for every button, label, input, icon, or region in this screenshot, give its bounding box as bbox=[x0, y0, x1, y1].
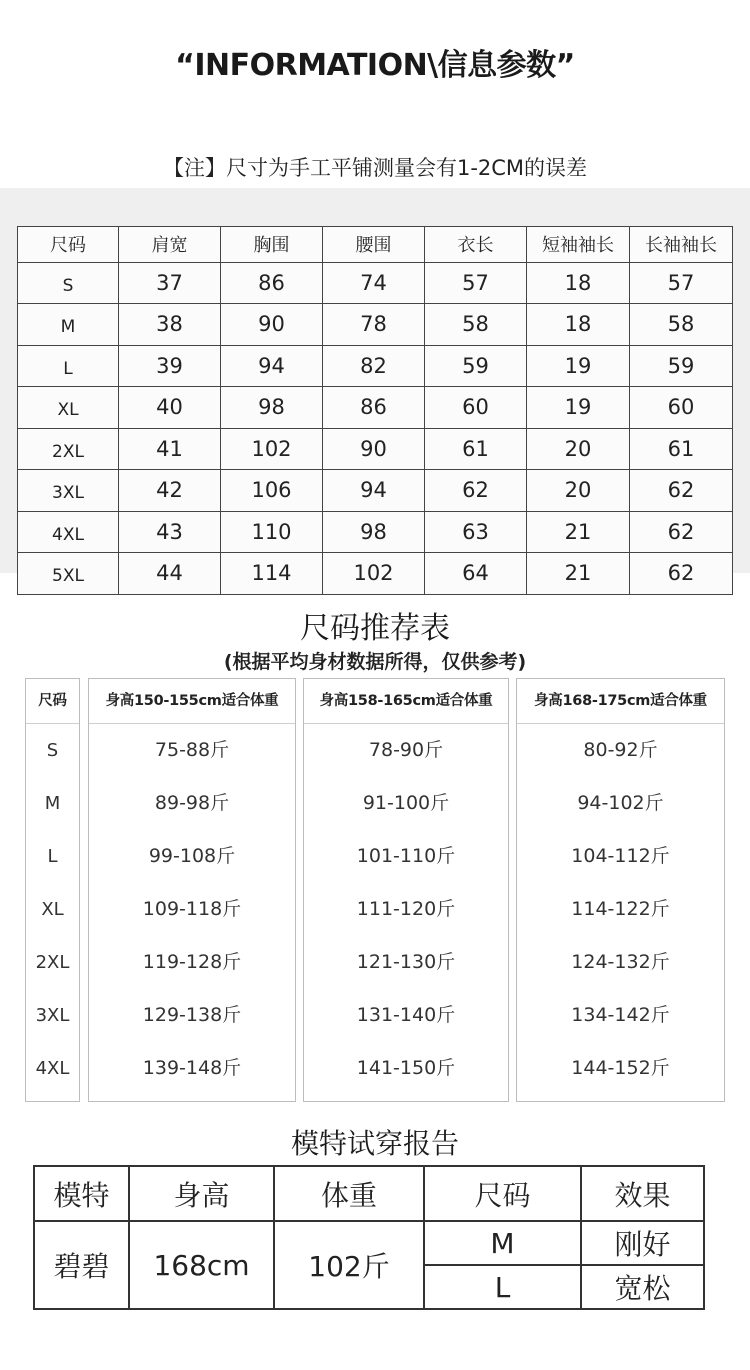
column-header: 身高 bbox=[129, 1166, 274, 1221]
weight-range-cell: 134-142斤 bbox=[571, 1004, 670, 1026]
table-cell: 98 bbox=[221, 387, 323, 429]
size-cell: 2XL bbox=[18, 428, 119, 470]
table-cell: 94 bbox=[221, 345, 323, 387]
table-cell: 64 bbox=[425, 553, 527, 595]
column-header: 肩宽 bbox=[119, 227, 221, 263]
table-row bbox=[18, 428, 733, 470]
table-cell: 59 bbox=[425, 345, 527, 387]
fit-effect-cell: 刚好 bbox=[581, 1221, 704, 1265]
table-cell: 98 bbox=[323, 511, 425, 553]
weight-range-cell: 121-130斤 bbox=[356, 951, 456, 973]
weight-range-cell: 91-100斤 bbox=[362, 792, 450, 814]
column-header: 尺码 bbox=[18, 227, 119, 263]
table-cell: 20 bbox=[527, 428, 630, 470]
size-cell: M bbox=[18, 304, 119, 346]
size-cell: S bbox=[46, 740, 59, 761]
column-header: 长袖袖长 bbox=[630, 227, 733, 263]
table-cell: 59 bbox=[630, 345, 733, 387]
column-header: 腰围 bbox=[323, 227, 425, 263]
table-cell: 37 bbox=[119, 262, 221, 304]
column-header: 衣长 bbox=[425, 227, 527, 263]
table-cell: 62 bbox=[425, 470, 527, 512]
table-cell: 21 bbox=[527, 511, 630, 553]
table-cell: 86 bbox=[221, 262, 323, 304]
table-cell: 90 bbox=[323, 428, 425, 470]
table-cell: 18 bbox=[527, 304, 630, 346]
recommend-size-column bbox=[25, 678, 80, 1102]
column-header: 体重 bbox=[274, 1166, 424, 1221]
size-chart-table bbox=[17, 226, 733, 595]
size-cell: XL bbox=[41, 899, 64, 920]
table-cell: 42 bbox=[119, 470, 221, 512]
model-header-row bbox=[34, 1166, 704, 1221]
column-header: 胸围 bbox=[221, 227, 323, 263]
table-cell: 114 bbox=[221, 553, 323, 595]
fit-size-cell: M bbox=[424, 1221, 581, 1265]
model-height-cell: 168cm bbox=[129, 1221, 274, 1309]
table-cell: 41 bbox=[119, 428, 221, 470]
weight-range-cell: 131-140斤 bbox=[356, 1004, 456, 1026]
model-report-title: 模特试穿报告 bbox=[290, 1127, 459, 1160]
table-row bbox=[18, 304, 733, 346]
size-cell: L bbox=[47, 846, 58, 867]
weight-range-cell: 101-110斤 bbox=[356, 845, 456, 867]
table-cell: 19 bbox=[527, 387, 630, 429]
weight-range-cell: 89-98斤 bbox=[154, 792, 230, 814]
weight-range-cell: 119-128斤 bbox=[142, 951, 242, 973]
table-cell: 39 bbox=[119, 345, 221, 387]
table-cell: 58 bbox=[425, 304, 527, 346]
table-cell: 94 bbox=[323, 470, 425, 512]
table-cell: 62 bbox=[630, 511, 733, 553]
weight-range-cell: 139-148斤 bbox=[142, 1057, 242, 1079]
table-cell: 86 bbox=[323, 387, 425, 429]
size-cell: M bbox=[44, 793, 61, 814]
table-cell: 82 bbox=[323, 345, 425, 387]
size-cell: S bbox=[18, 262, 119, 304]
weight-range-cell: 124-132斤 bbox=[571, 951, 670, 973]
weight-range-cell: 144-152斤 bbox=[571, 1057, 670, 1079]
weight-range-cell: 129-138斤 bbox=[142, 1004, 242, 1026]
table-cell: 21 bbox=[527, 553, 630, 595]
size-cell: 4XL bbox=[35, 1058, 70, 1079]
table-cell: 61 bbox=[425, 428, 527, 470]
size-cell: XL bbox=[18, 387, 119, 429]
table-cell: 110 bbox=[221, 511, 323, 553]
table-cell: 43 bbox=[119, 511, 221, 553]
table-cell: 102 bbox=[323, 553, 425, 595]
table-row bbox=[18, 345, 733, 387]
column-header: 尺码 bbox=[424, 1166, 581, 1221]
column-header: 短袖袖长 bbox=[527, 227, 630, 263]
table-cell: 61 bbox=[630, 428, 733, 470]
weight-range-cell: 141-150斤 bbox=[356, 1057, 456, 1079]
table-row bbox=[18, 511, 733, 553]
weight-range-cell: 109-118斤 bbox=[142, 898, 242, 920]
column-header: 模特 bbox=[34, 1166, 129, 1221]
recommend-group-column bbox=[88, 678, 296, 1102]
table-row bbox=[18, 262, 733, 304]
weight-range-cell: 80-92斤 bbox=[583, 739, 658, 761]
size-chart-header-row bbox=[18, 227, 733, 263]
model-weight-cell: 102斤 bbox=[274, 1221, 424, 1309]
column-header: 效果 bbox=[581, 1166, 704, 1221]
column-header: 尺码 bbox=[26, 679, 79, 724]
table-cell: 62 bbox=[630, 553, 733, 595]
weight-range-cell: 75-88斤 bbox=[154, 739, 230, 761]
size-cell: 3XL bbox=[35, 1005, 70, 1026]
size-recommendation-table bbox=[25, 678, 725, 1102]
page-title: “INFORMATION\信息参数” bbox=[175, 48, 575, 83]
column-header: 身高150-155cm适合体重 bbox=[89, 679, 295, 724]
table-cell: 90 bbox=[221, 304, 323, 346]
weight-range-cell: 99-108斤 bbox=[148, 845, 236, 867]
table-cell: 63 bbox=[425, 511, 527, 553]
recommend-title: 尺码推荐表 bbox=[300, 611, 450, 646]
size-cell: 4XL bbox=[18, 511, 119, 553]
table-cell: 57 bbox=[630, 262, 733, 304]
table-row bbox=[18, 387, 733, 429]
table-cell: 60 bbox=[630, 387, 733, 429]
weight-range-cell: 114-122斤 bbox=[571, 898, 670, 920]
table-cell: 106 bbox=[221, 470, 323, 512]
table-row bbox=[18, 553, 733, 595]
table-cell: 18 bbox=[527, 262, 630, 304]
fit-effect-cell: 宽松 bbox=[581, 1265, 704, 1309]
weight-range-cell: 94-102斤 bbox=[577, 792, 664, 814]
recommend-group-column bbox=[516, 678, 725, 1102]
size-cell: L bbox=[18, 345, 119, 387]
table-cell: 60 bbox=[425, 387, 527, 429]
column-header: 身高168-175cm适合体重 bbox=[517, 679, 724, 724]
table-cell: 58 bbox=[630, 304, 733, 346]
weight-range-cell: 111-120斤 bbox=[356, 898, 456, 920]
table-cell: 102 bbox=[221, 428, 323, 470]
table-cell: 20 bbox=[527, 470, 630, 512]
table-cell: 19 bbox=[527, 345, 630, 387]
table-row bbox=[18, 470, 733, 512]
model-name-cell: 碧碧 bbox=[34, 1221, 129, 1309]
size-cell: 2XL bbox=[35, 952, 70, 973]
table-cell: 40 bbox=[119, 387, 221, 429]
recommend-subtitle: (根据平均身材数据所得，仅供参考) bbox=[223, 651, 527, 673]
fit-size-cell: L bbox=[424, 1265, 581, 1309]
table-cell: 57 bbox=[425, 262, 527, 304]
recommend-group-column bbox=[303, 678, 509, 1102]
model-fitting-table bbox=[33, 1165, 705, 1310]
table-cell: 78 bbox=[323, 304, 425, 346]
column-header: 身高158-165cm适合体重 bbox=[304, 679, 508, 724]
table-cell: 44 bbox=[119, 553, 221, 595]
size-cell: 5XL bbox=[18, 553, 119, 595]
table-cell: 74 bbox=[323, 262, 425, 304]
weight-range-cell: 78-90斤 bbox=[368, 739, 444, 761]
table-cell: 62 bbox=[630, 470, 733, 512]
model-row bbox=[34, 1221, 704, 1265]
weight-range-cell: 104-112斤 bbox=[571, 845, 670, 867]
size-cell: 3XL bbox=[18, 470, 119, 512]
table-cell: 38 bbox=[119, 304, 221, 346]
measurement-note: 【注】尺寸为手工平铺测量会有1-2CM的误差 bbox=[162, 156, 588, 180]
